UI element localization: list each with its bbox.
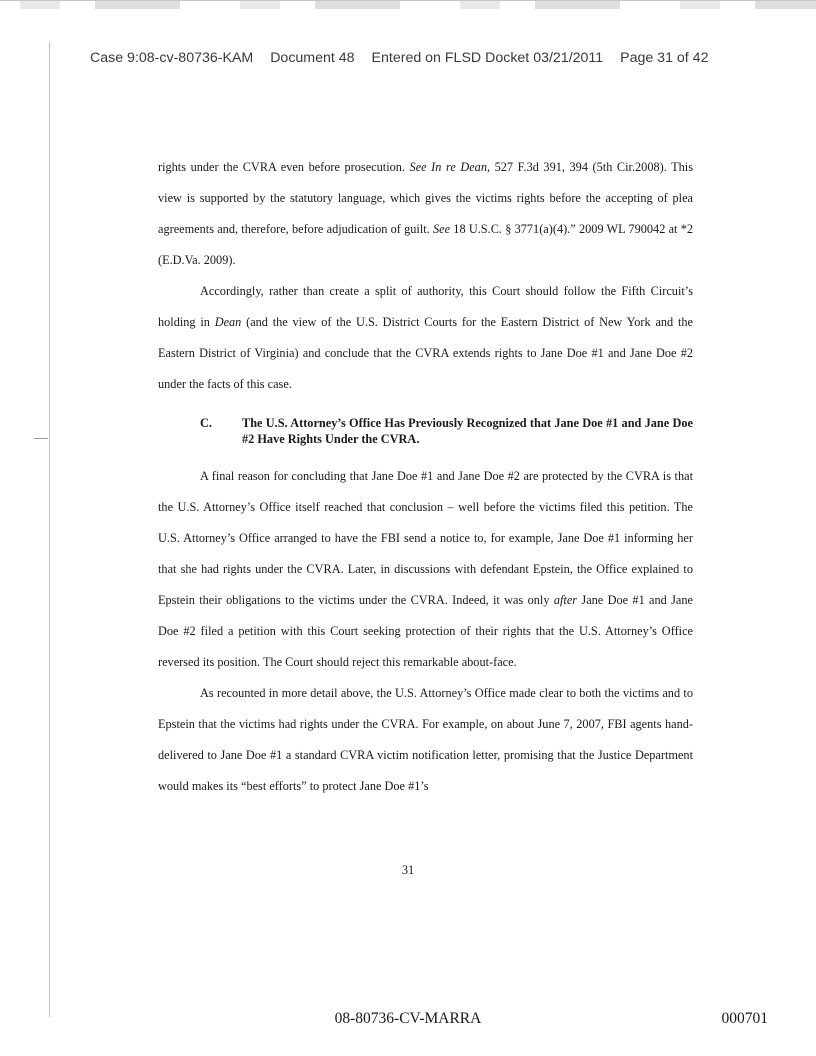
- text-run: A final reason for concluding that Jane Doe #1 and Jane Doe #2 are protected by the CVRA is that the U.S. Attorney’s Office itself reached that conclusion – well before the victims filed this petition. The U.S. Attorney’s Office arranged to have the FBI send a notice to, for example, Jane Doe #1 informing her that she had rights under the CVRA. Later, in discussions with defendant Epstein, the Office explained to Epstein their obligations to the victims under the CVRA. Indeed, it was only: [158, 469, 693, 607]
- citation-signal: See In re Dean,: [409, 160, 491, 174]
- scan-edge-artifact: [0, 0, 816, 9]
- paragraph-recounted: [158, 678, 693, 802]
- section-heading: [158, 415, 693, 447]
- text-run: 527 F.3d 391, 394 (5th Cir.2008). This view is supported by the statutory language, which gives the victims rights before the accepting of plea agreements and, therefore, before adjudication of guilt.: [158, 160, 693, 236]
- text-run: rights under the CVRA even before prosecution.: [158, 160, 410, 174]
- header-entered: Entered on FLSD Docket 03/21/2011: [371, 50, 604, 66]
- text-run: 18 U.S.C. § 3771(a)(4).” 2009 WL 790042 at *2 (E.D.Va. 2009).: [158, 222, 693, 267]
- footer-bates-number: 000701: [721, 1010, 768, 1027]
- text-run: (and the view of the U.S. District Courts for the Eastern District of New York and the Eastern District of Virginia) and conclude that the CVRA extends rights to Jane Doe #1 and Jane Doe #2 under the facts of this case.: [158, 315, 693, 391]
- section-heading-text: The U.S. Attorney’s Office Has Previously Recognized that Jane Doe #1 and Jane Doe #2 Have Rights Under the CVRA.: [242, 416, 693, 446]
- paragraph-accordingly: [158, 276, 693, 400]
- header-document: Document 48: [270, 50, 355, 66]
- text-run: Accordingly, rather than create a split of authority, this Court should follow the Fifth Circuit’s holding in: [158, 284, 693, 329]
- page-number: 31: [401, 863, 415, 877]
- paragraph-final-reason: [158, 461, 693, 678]
- emphasis-word: after: [553, 593, 578, 607]
- case-name: Dean: [214, 315, 242, 329]
- docket-header: [90, 50, 790, 66]
- page-body: [158, 152, 693, 802]
- header-page: Page 31 of 42: [620, 50, 709, 66]
- paragraph-continuation: [158, 152, 693, 276]
- text-run: As recounted in more detail above, the U.S. Attorney’s Office made clear to both the victims and to Epstein that the victims had rights under the CVRA. For example, on about June 7, 2007, FBI agents hand-delivered to Jane Doe #1 a standard CVRA victim notification letter, promising that the Justice Department would makes its “best efforts” to protect Jane Doe #1’s: [158, 686, 693, 793]
- citation-signal: See: [432, 222, 451, 236]
- margin-tick-mark: [34, 438, 48, 439]
- header-case-number: Case 9:08-cv-80736-KAM: [90, 50, 254, 66]
- section-heading-label: C.: [200, 416, 212, 430]
- footer-case-id: 08-80736-CV-MARRA: [334, 1010, 482, 1027]
- text-run: Jane Doe #1 and Jane Doe #2 filed a petition with this Court seeking protection of their rights that the U.S. Attorney’s Office reversed its position. The Court should reject this remarkable about-face.: [158, 593, 693, 669]
